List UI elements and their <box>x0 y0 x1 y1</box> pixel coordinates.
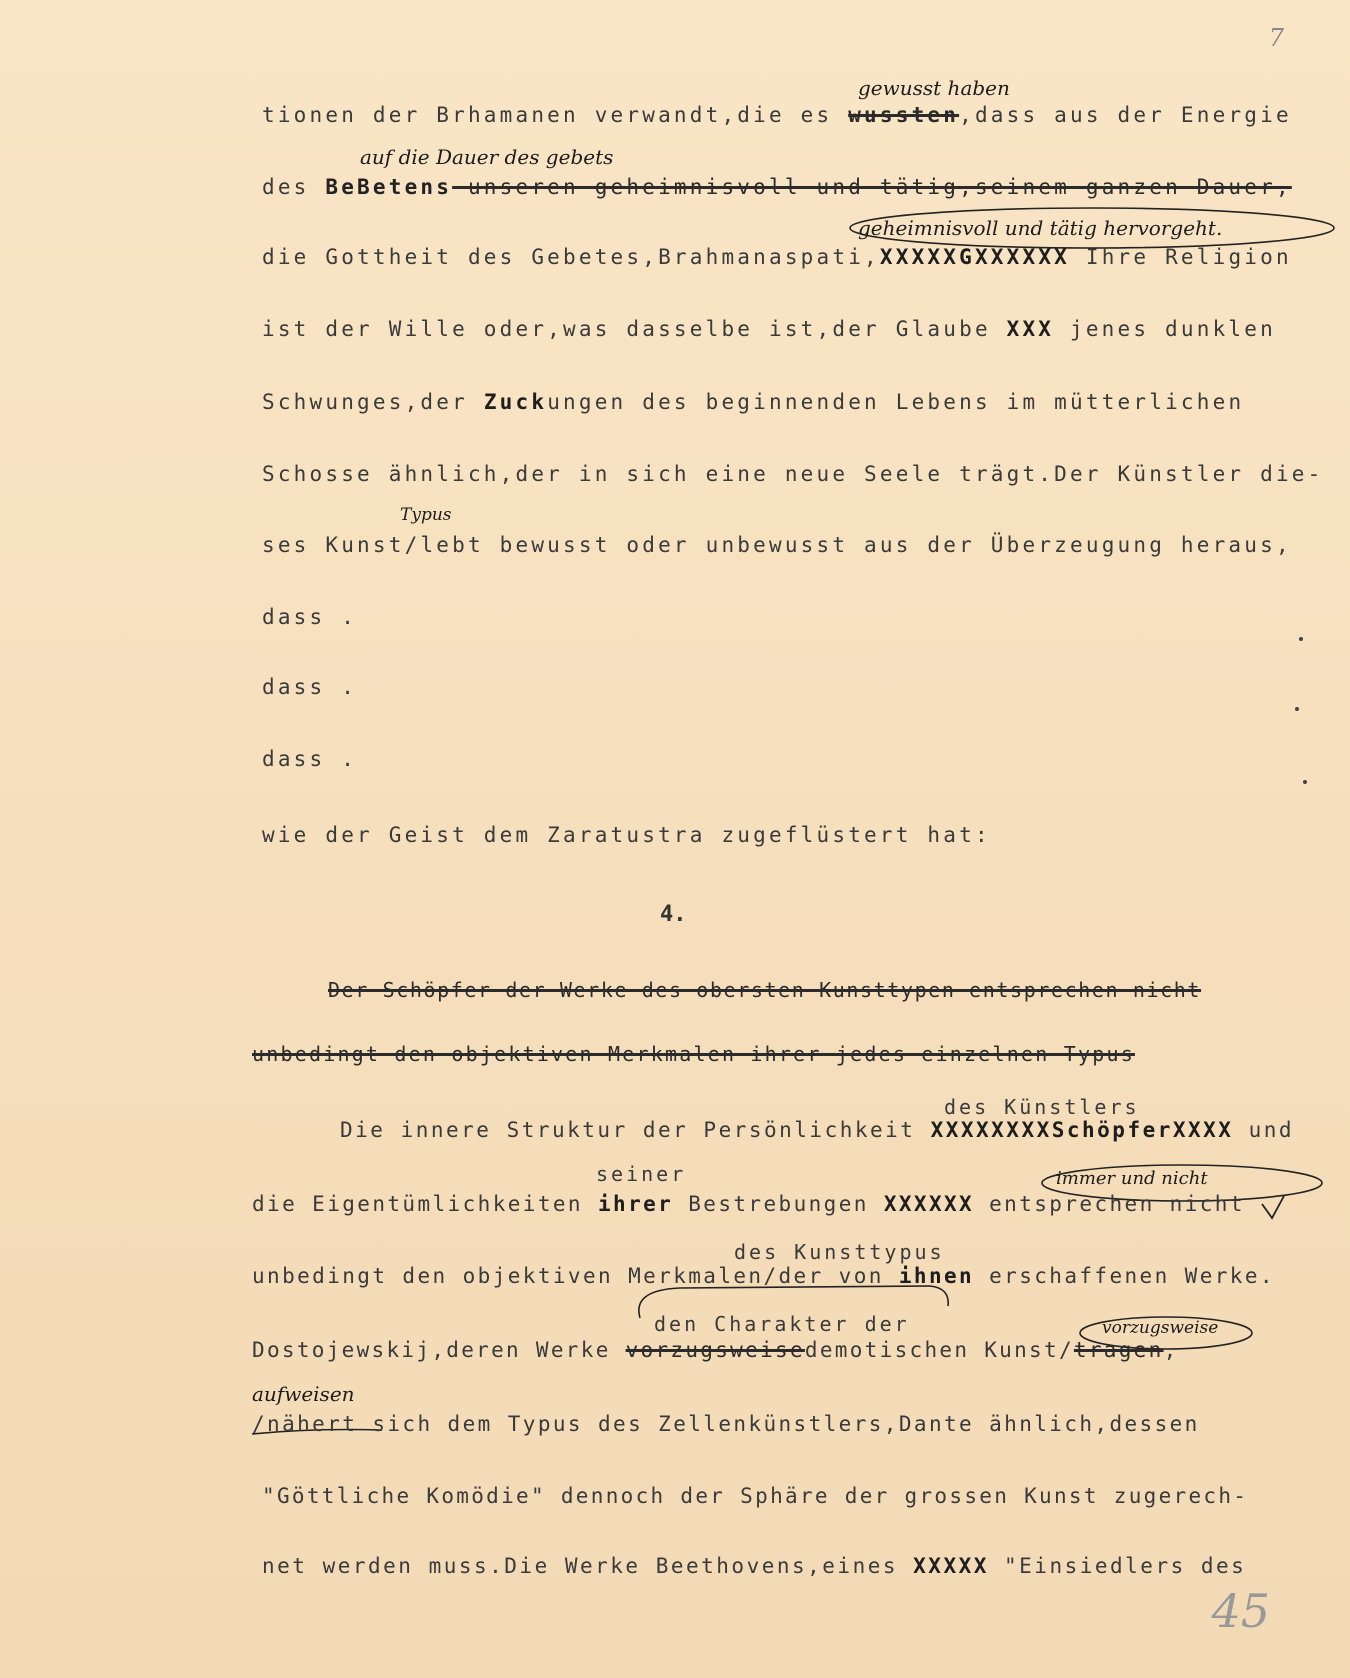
line-1-a: tionen der Brhamanen verwandt,die es <box>262 103 849 127</box>
line-5-b: ungen des beginnenden Lebens im mütterlichen <box>547 390 1245 414</box>
line-3-a: die Gottheit des Gebetes,Brahmanaspati, <box>262 245 880 269</box>
line-10: dass . <box>262 747 358 771</box>
line-13-x: ihrer <box>598 1192 674 1216</box>
line-5-x: Zuck <box>483 390 548 414</box>
insert-des-kuenstlers: des Künstlers <box>944 1095 1140 1119</box>
line-15-x2: tragen <box>1073 1338 1164 1362</box>
margin-dot-3 <box>1303 780 1307 784</box>
page-number: 45 <box>1211 1584 1270 1638</box>
line-2-betens: BeBetens <box>325 175 453 199</box>
line-8: dass . <box>262 605 358 629</box>
line-18-a: net werden muss.Die Werke Beethovens,eines <box>262 1554 914 1578</box>
line-13-a: die Eigentümlichkeiten <box>252 1192 598 1216</box>
insert-aufweisen: aufweisen <box>252 1382 355 1406</box>
line-16: /nähert sich dem Typus des Zellenkünstlers,Dante ähnlich,dessen <box>252 1412 1200 1436</box>
line-4 <box>262 317 1276 341</box>
line-14-x: ihnen <box>898 1264 975 1288</box>
line-14-a: unbedingt den objektiven Merkmalen/der von <box>252 1264 899 1288</box>
line-13-b: Bestrebungen <box>673 1192 884 1216</box>
line-13 <box>252 1192 1245 1216</box>
line-4-b: jenes dunklen <box>1054 317 1276 341</box>
line-2-struck: unseren geheimnisvoll und tätig,seinem ganzen Dauer, <box>452 175 1292 199</box>
line-15-b: demotischen Kunst/ <box>804 1338 1074 1362</box>
line-17: "Göttliche Komödie" dennoch der Sphäre der grossen Kunst zugerech- <box>262 1484 1249 1508</box>
line-3 <box>262 245 1292 269</box>
line-12-x: XXXXXXXXSchöpferXXXX <box>930 1118 1234 1142</box>
line-18-x: XXXXX <box>913 1554 989 1578</box>
line-2-a: des <box>262 175 326 199</box>
line-5-a: Schwunges,der <box>262 390 484 414</box>
line-7-b: lebt bewusst oder unbewusst aus der Überzeugung heraus, <box>420 533 1292 557</box>
line-1-b: ,dass aus der Energie <box>959 103 1292 127</box>
corner-mark: 7 <box>1268 24 1284 52</box>
line-6: Schosse ähnlich,der in sich eine neue Seele trägt.Der Künstler die- <box>262 462 1324 486</box>
line-13-c: entsprechen nicht <box>974 1192 1245 1216</box>
line-12-a: Die innere Struktur der Persönlichkeit <box>340 1118 931 1142</box>
line-9: dass . <box>262 675 358 699</box>
insert-den-charakter: den Charakter der <box>654 1312 910 1336</box>
margin-dot-2 <box>1295 707 1299 711</box>
line-14 <box>252 1264 1275 1288</box>
line-7 <box>262 533 1292 557</box>
line-11: wie der Geist dem Zaratustra zugeflüstert hat: <box>262 823 991 847</box>
struck-line-1: Der Schöpfer der Werke des obersten Kunsttypen entsprechen nicht <box>328 978 1202 1002</box>
line-15-a: Dostojewskij,deren Werke <box>252 1338 626 1362</box>
line-3-x: XXXXXGXXXXXX <box>879 245 1071 269</box>
line-14-b: erschaffenen Werke. <box>974 1264 1275 1288</box>
line-15 <box>252 1338 1179 1362</box>
line-15-x: vorzugsweise <box>625 1338 805 1362</box>
line-5 <box>262 390 1244 414</box>
line-3-b: Ihre Religion <box>1070 245 1292 269</box>
insert-gewusst: gewusst haben <box>858 76 1010 100</box>
line-18-b: "Einsiedlers des <box>988 1554 1247 1578</box>
struck-line-2: unbedingt den objektiven Merkmalen ihrer jedes einzelnen Typus <box>252 1042 1135 1066</box>
insert-dauer: auf die Dauer des gebets <box>360 145 614 169</box>
line-4-x: XXX <box>1006 317 1055 341</box>
insert-typus: Typus <box>400 505 452 525</box>
insert-seiner: seiner <box>596 1162 687 1186</box>
line-12-b: und <box>1233 1118 1295 1142</box>
line-1 <box>262 103 1292 127</box>
line-18 <box>262 1554 1246 1578</box>
line-12 <box>340 1118 1294 1142</box>
line-4-a: ist der Wille oder,was dasselbe ist,der Glaube <box>262 317 1007 341</box>
insert-immer-und-nicht: immer und nicht <box>1056 1168 1208 1189</box>
line-15-c: , <box>1163 1338 1179 1362</box>
line-13-x2: XXXXXX <box>883 1192 975 1216</box>
insert-hervorgeht: geheimnisvoll und tätig hervorgeht. <box>858 216 1223 240</box>
insert-vorzugsweise: vorzugsweise <box>1102 1318 1219 1338</box>
insert-des-kunsttypus: des Kunsttypus <box>734 1240 945 1264</box>
section-heading: 4. <box>660 902 687 927</box>
line-7-a: ses Kunst/ <box>262 533 421 557</box>
margin-dot-1 <box>1299 637 1303 641</box>
line-2 <box>262 175 1292 199</box>
line-1-struck: wussten <box>848 103 960 127</box>
